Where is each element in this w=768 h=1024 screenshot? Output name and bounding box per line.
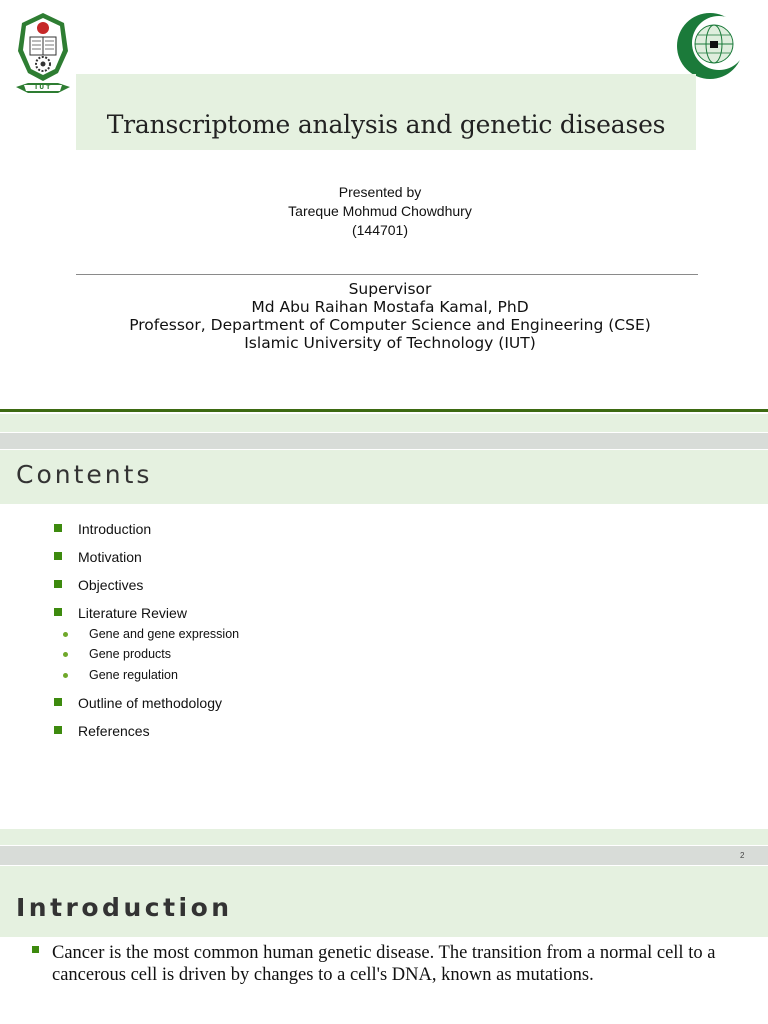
- bullet-icon: [54, 726, 62, 734]
- slide-stripe: [0, 433, 768, 449]
- supervisor-title: Professor, Department of Computer Science and Engineering (CSE): [129, 316, 651, 334]
- list-item: Objectives: [78, 577, 144, 593]
- page-number: 2: [740, 851, 745, 860]
- presentation-title: Transcriptome analysis and genetic diseases: [106, 110, 666, 139]
- bullet-icon: [54, 552, 62, 560]
- introduction-bullet-text: Cancer is the most common human genetic disease. The transition from a normal cell to a cancerous cell is driven by changes to a cell's DNA, known as mutations.: [52, 943, 716, 985]
- list-item: Literature Review: [78, 605, 187, 621]
- supervisor-label: Supervisor: [348, 280, 432, 298]
- bullet-icon: [54, 608, 62, 616]
- iut-logo-banner-text: IUT: [35, 84, 53, 91]
- sub-bullet-icon: [63, 652, 68, 657]
- slide-stripe: [0, 414, 768, 432]
- oic-logo: [674, 12, 746, 82]
- bullet-icon: [54, 524, 62, 532]
- introduction-heading: Introduction: [16, 893, 233, 922]
- sub-list-item: Gene products: [89, 647, 171, 661]
- presenter-id: (144701): [351, 222, 409, 238]
- slide-stripe: [0, 846, 768, 865]
- sub-bullet-icon: [63, 673, 68, 678]
- presenter-name: Tareque Mohmud Chowdhury: [288, 203, 472, 219]
- slide-stripe: [0, 829, 768, 845]
- bullet-icon: [54, 580, 62, 588]
- bullet-icon: [54, 698, 62, 706]
- list-item: Outline of methodology: [78, 695, 222, 711]
- list-item: Introduction: [78, 521, 152, 537]
- bullet-icon: [32, 946, 39, 953]
- contents-heading: Contents: [16, 460, 153, 489]
- iut-logo: [14, 11, 72, 101]
- supervisor-name: Md Abu Raihan Mostafa Kamal, PhD: [251, 298, 529, 316]
- sub-list-item: Gene regulation: [89, 668, 178, 682]
- supervisor-university: Islamic University of Technology (IUT): [244, 334, 536, 352]
- presented-by-label: Presented by: [338, 184, 422, 200]
- sub-bullet-icon: [63, 632, 68, 637]
- divider-rule: [76, 274, 698, 275]
- list-item: Motivation: [78, 549, 142, 565]
- sub-list-item: Gene and gene expression: [89, 627, 240, 641]
- slide-separator-bar: [0, 409, 768, 412]
- list-item: References: [78, 723, 150, 739]
